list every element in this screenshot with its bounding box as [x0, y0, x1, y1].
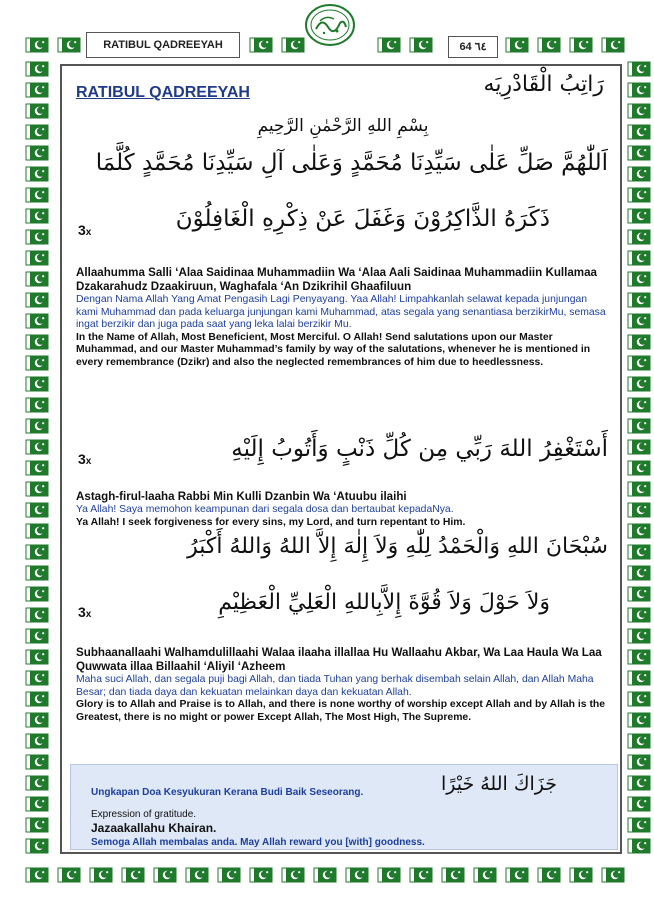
flag-icon: [628, 398, 650, 412]
flag-icon: [26, 839, 48, 853]
flag-icon: [26, 83, 48, 97]
flag-icon: [26, 650, 48, 664]
flag-icon: [378, 38, 400, 52]
section1-count: [78, 222, 91, 238]
flag-icon: [218, 868, 240, 882]
flag-icon: [628, 839, 650, 853]
flag-icon: [26, 356, 48, 370]
flag-icon: [628, 293, 650, 307]
flag-icon: [282, 38, 304, 52]
flag-icon: [628, 167, 650, 181]
section1-text: [76, 266, 608, 369]
section2-transliteration: Astagh-firul-laaha Rabbi Min Kulli Dzanbin Wa ‘Atuubu ilaihi: [76, 490, 407, 503]
flag-icon: [186, 868, 208, 882]
section3-english: Glory is to Allah and Praise is to Allah, and there is none worthy of worship except Allah and by Allah is the Greatest, there is no might or power Except Allah, The Most High, The Supreme.: [76, 699, 606, 723]
section2-malay: Ya Allah! Saya memohon keampunan dari segala dosa dan bertaubat kepadaNya.: [76, 504, 454, 515]
flag-icon: [628, 671, 650, 685]
flag-icon: [26, 524, 48, 538]
calligraphy-logo-icon: [304, 3, 356, 47]
flag-icon: [26, 755, 48, 769]
flag-icon: [628, 818, 650, 832]
flag-icon: [628, 356, 650, 370]
flag-icon: [628, 314, 650, 328]
gratitude-arabic: جَزَاكَ اللهُ خَيْرًا: [440, 773, 557, 795]
flag-icon: [26, 104, 48, 118]
flag-icon: [26, 545, 48, 559]
flag-icon: [506, 868, 528, 882]
flag-icon: [26, 629, 48, 643]
flag-icon: [26, 482, 48, 496]
flag-icon: [442, 868, 464, 882]
flag-icon: [26, 125, 48, 139]
flag-icon: [628, 461, 650, 475]
flag-icon: [26, 868, 48, 882]
flag-icon: [26, 398, 48, 412]
gratitude-transliteration: Jazaakallahu Khairan.: [91, 821, 217, 835]
flag-icon: [26, 209, 48, 223]
flag-icon: [628, 125, 650, 139]
flag-icon: [628, 146, 650, 160]
flag-icon: [26, 230, 48, 244]
flag-icon: [602, 38, 624, 52]
flag-icon: [154, 868, 176, 882]
flag-icon: [570, 868, 592, 882]
flag-icon: [26, 167, 48, 181]
section1-arabic-line2: ذَكَرَهُ الذَّاكِرُوْنَ وَغَفَلَ عَنْ ذِكْرِهِ الْغَافِلُوْنَ: [175, 206, 550, 232]
section1-count-suffix: x: [85, 227, 92, 238]
flag-icon: [26, 734, 48, 748]
flag-icon: [602, 868, 624, 882]
flag-icon: [628, 713, 650, 727]
flag-icon: [538, 38, 560, 52]
page-number: 64 ٦٤: [448, 36, 498, 58]
flag-icon: [26, 608, 48, 622]
section3-arabic-line2: وَلاَ حَوْلَ وَلاَ قُوَّةَ إِلاَّبِاللهِ الْعَلِيِّ الْعَظِيْمِ: [218, 590, 550, 615]
flag-icon: [628, 629, 650, 643]
flag-icon: [628, 377, 650, 391]
flag-icon: [26, 419, 48, 433]
flag-icon: [26, 776, 48, 790]
flag-icon: [26, 713, 48, 727]
flag-icon: [26, 38, 48, 52]
flag-icon: [378, 868, 400, 882]
flag-icon: [628, 230, 650, 244]
section1-transliteration: Allaahumma Salli ‘Alaa Saidinaa Muhammadiin Wa ‘Alaa Aali Saidinaa Muhammadiin Kullamaa Dzakarahudz Dzaakiruun, Waghafala ‘An Dzikrihil Ghaafiluun: [76, 266, 598, 293]
gratitude-meaning: Semoga Allah membalas anda. May Allah reward you [with] goodness.: [91, 837, 425, 848]
gratitude-box: [70, 764, 618, 850]
flag-icon: [26, 62, 48, 76]
gratitude-english-heading: Expression of gratitude.: [91, 809, 197, 820]
section1-english: In the Name of Allah, Most Beneficient, Most Merciful. O Allah! Send salutations upon our Master Muhammad, and our Master Muhammad’s family by way of the salutations, whenever he is mentioned in every remembrance (Dzikr) and also the neglected remembrances of him due to heedlessness.: [76, 331, 591, 368]
title-arabic: رَاتِبُ الْقَادْرِيَه: [483, 72, 604, 97]
flag-icon: [282, 868, 304, 882]
section2-count-suffix: x: [85, 456, 92, 467]
flag-icon: [628, 545, 650, 559]
flag-icon: [26, 335, 48, 349]
flag-icon: [410, 868, 432, 882]
flag-icon: [628, 608, 650, 622]
flag-icon: [250, 38, 272, 52]
flag-icon: [26, 461, 48, 475]
flag-icon: [26, 146, 48, 160]
section2-count-number: 3: [78, 451, 86, 467]
flag-icon: [628, 62, 650, 76]
flag-icon: [26, 797, 48, 811]
flag-icon: [628, 776, 650, 790]
section2-count: [78, 451, 91, 467]
flag-icon: [538, 868, 560, 882]
section2-text: [76, 490, 608, 529]
section3-arabic-line1: سُبْحَانَ اللهِ وَالْحَمْدُ لِلّٰهِ وَلاَ إِلٰهَ إِلاَّ اللهُ وَاللهُ أَكْبَرُ: [187, 534, 608, 559]
flag-icon: [58, 38, 80, 52]
flag-icon: [628, 104, 650, 118]
flag-icon: [26, 503, 48, 517]
section1-arabic-line1: اَللّٰهُمَّ صَلِّ عَلٰى سَيِّدِنَا مُحَمَّدٍ وَعَلٰى آلِ سَيِّدِنَا مُحَمَّدٍ كُلَّمَا: [95, 150, 608, 176]
flag-icon: [506, 38, 528, 52]
flag-icon: [314, 868, 336, 882]
flag-icon: [26, 818, 48, 832]
flag-icon: [90, 868, 112, 882]
section2-arabic: أَسْتَغْفِرُ اللهَ رَبِّي مِن كُلِّ ذَنْبٍ وَأَتُوبُ إِلَيْهِ: [231, 436, 608, 462]
flag-icon: [628, 503, 650, 517]
gratitude-malay-heading: Ungkapan Doa Kesyukuran Kerana Budi Baik Seseorang.: [91, 787, 364, 798]
flag-icon: [570, 38, 592, 52]
flag-icon: [628, 419, 650, 433]
flag-icon: [628, 440, 650, 454]
flag-icon: [58, 868, 80, 882]
flag-icon: [628, 83, 650, 97]
section3-count-suffix: x: [85, 609, 92, 620]
flag-icon: [628, 335, 650, 349]
section1-malay: Dengan Nama Allah Yang Amat Pengasih Lagi Penyayang. Yaa Allah! Limpahkanlah selawat kepada junjungan kami Muhammad dan pada keluarga junjungan kami Muhammad, atas segala yang senantiasa berzikirMu, semasa ingat berzikir dan juga pada saat yang leka lalai berzikir Mu.: [76, 294, 606, 330]
flag-icon: [26, 587, 48, 601]
flag-icon: [26, 377, 48, 391]
flag-icon: [628, 734, 650, 748]
flag-icon: [628, 566, 650, 580]
flag-icon: [410, 38, 432, 52]
content-frame: [60, 64, 622, 854]
flag-icon: [122, 868, 144, 882]
flag-icon: [250, 868, 272, 882]
flag-icon: [628, 524, 650, 538]
flag-icon: [26, 440, 48, 454]
flag-icon: [628, 209, 650, 223]
flag-icon: [26, 314, 48, 328]
flag-icon: [26, 251, 48, 265]
flag-icon: [628, 272, 650, 286]
flag-icon: [628, 797, 650, 811]
flag-icon: [346, 868, 368, 882]
flag-icon: [628, 188, 650, 202]
section3-transliteration: Subhaanallaahi Walhamdulillaahi Walaa ilaaha illallaa Hu Wallaahu Akbar, Wa Laa Haula Wa Laa Quwwata illaa Billaahil ‘Aliyil ‘Azheem: [76, 646, 602, 673]
flag-icon: [26, 566, 48, 580]
flag-icon: [628, 251, 650, 265]
flag-icon: [26, 293, 48, 307]
section3-count: [78, 604, 91, 620]
section1-count-number: 3: [78, 222, 86, 238]
flag-icon: [474, 868, 496, 882]
section2-english: Ya Allah! I seek forgiveness for every sins, my Lord, and turn repentant to Him.: [76, 516, 466, 528]
flag-icon: [628, 587, 650, 601]
flag-icon: [26, 692, 48, 706]
section3-count-number: 3: [78, 604, 86, 620]
flag-icon: [26, 671, 48, 685]
section3-malay: Maha suci Allah, dan segala puji bagi Allah, dan tiada Tuhan yang berhak disembah selain Allah, dan Allah Maha Besar; dan tiada daya dan kekuatan melainkan daya dan kekuatan Allah.: [76, 674, 594, 698]
flag-icon: [628, 482, 650, 496]
flag-icon: [628, 755, 650, 769]
flag-icon: [26, 188, 48, 202]
flag-icon: [628, 650, 650, 664]
header-title-box: RATIBUL QADREEYAH: [86, 32, 240, 58]
basmalah: بِسْمِ اللهِ الرَّحْمٰنِ الرَّحِيمِ: [257, 116, 429, 136]
section3-text: [76, 646, 608, 724]
flag-icon: [628, 692, 650, 706]
flag-icon: [26, 272, 48, 286]
page-title: RATIBUL QADREEYAH: [76, 84, 250, 101]
